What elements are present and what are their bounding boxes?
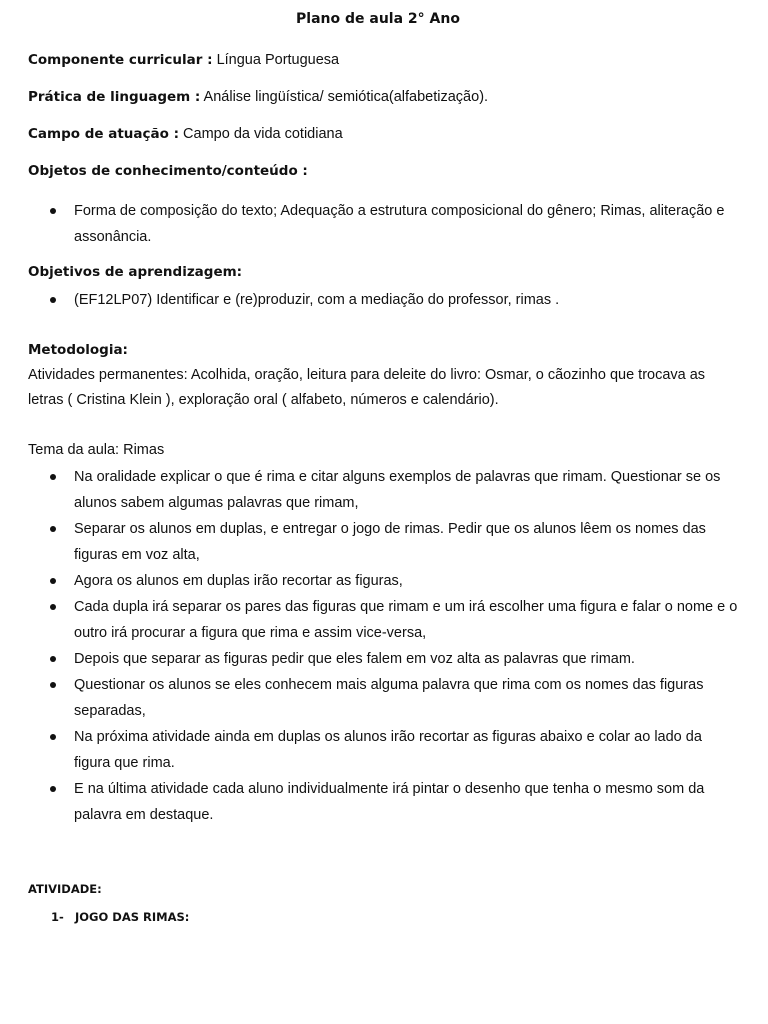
list-item-text: Forma de composição do texto; Adequação a estrutura composicional do gênero; Rimas, aliteração e assonância.: [74, 203, 725, 245]
atividade-item-label: JOGO DAS RIMAS:: [75, 910, 190, 924]
metodologia-text: Atividades permanentes: Acolhida, oração, leitura para deleite do livro: Osmar, o cãozinho que trocava as letras ( Cristina Klein ), exploração oral ( alfabeto, números e calendário).: [28, 367, 706, 408]
list-item: [0, 776, 740, 828]
list-item: [0, 594, 740, 646]
list-item: [0, 464, 740, 516]
tema-list: [0, 464, 740, 828]
metodologia-heading: Metodologia:: [28, 342, 128, 358]
list-item-text: Cada dupla irá separar os pares das figuras que rimam e um irá escolher uma figura e falar o nome e o outro irá procurar a figura que rima e assim vice-versa,: [74, 599, 738, 641]
list-item: [0, 198, 740, 250]
list-item-text: (EF12LP07) Identificar e (re)produzir, com a mediação do professor, rimas .: [74, 292, 560, 308]
pratica-label: Prática de linguagem :: [28, 89, 201, 105]
atividade-item-number: 1-: [51, 910, 64, 924]
list-item-text: Questionar os alunos se eles conhecem mais alguma palavra que rima com os nomes das figuras separadas,: [74, 677, 704, 719]
objetos-heading: Objetos de conhecimento/conteúdo :: [28, 163, 308, 179]
bullet-icon: [50, 734, 56, 740]
campo-label: Campo de atuação :: [28, 126, 180, 142]
bullet-icon: [50, 604, 56, 610]
list-item-text: Na próxima atividade ainda em duplas os alunos irão recortar as figuras abaixo e colar ao lado da figura que rima.: [74, 729, 702, 771]
campo-value: Campo da vida cotidiana: [183, 126, 343, 142]
componente-curricular: [28, 52, 339, 68]
bullet-icon: [50, 786, 56, 792]
bullet-icon: [50, 297, 56, 303]
list-item: [0, 646, 740, 672]
page-title: Plano de aula 2° Ano: [296, 11, 460, 27]
list-item-text: Agora os alunos em duplas irão recortar as figuras,: [74, 573, 403, 589]
objetivos-heading: Objetivos de aprendizagem:: [28, 264, 243, 280]
list-item-text: E na última atividade cada aluno individualmente irá pintar o desenho que tenha o mesmo som da palavra em destaque.: [74, 781, 705, 823]
list-item-text: Depois que separar as figuras pedir que eles falem em voz alta as palavras que rimam.: [74, 651, 635, 667]
tema-label: Tema da aula: Rimas: [28, 442, 165, 458]
list-item: [0, 287, 740, 313]
componente-label: Componente curricular :: [28, 52, 213, 68]
componente-value: Língua Portuguesa: [216, 52, 340, 68]
pratica-value: Análise lingüística/ semiótica(alfabetização).: [203, 89, 489, 105]
bullet-icon: [50, 578, 56, 584]
campo-atuacao: [28, 126, 343, 142]
bullet-icon: [50, 526, 56, 532]
objetos-list: [0, 198, 740, 250]
list-item: [0, 516, 740, 568]
bullet-icon: [50, 208, 56, 214]
bullet-icon: [50, 474, 56, 480]
pratica-linguagem: [28, 89, 488, 105]
atividade-heading: ATIVIDADE:: [28, 882, 102, 896]
list-item: [0, 568, 740, 594]
list-item: [0, 724, 740, 776]
list-item-text: Separar os alunos em duplas, e entregar o jogo de rimas. Pedir que os alunos lêem os nomes das figuras em voz alta,: [74, 521, 706, 563]
list-item-text: Na oralidade explicar o que é rima e citar alguns exemplos de palavras que rimam. Questionar se os alunos sabem algumas palavras que rimam,: [74, 469, 721, 511]
bullet-icon: [50, 682, 56, 688]
list-item: [0, 672, 740, 724]
bullet-icon: [50, 656, 56, 662]
objetivos-list: [0, 287, 740, 313]
